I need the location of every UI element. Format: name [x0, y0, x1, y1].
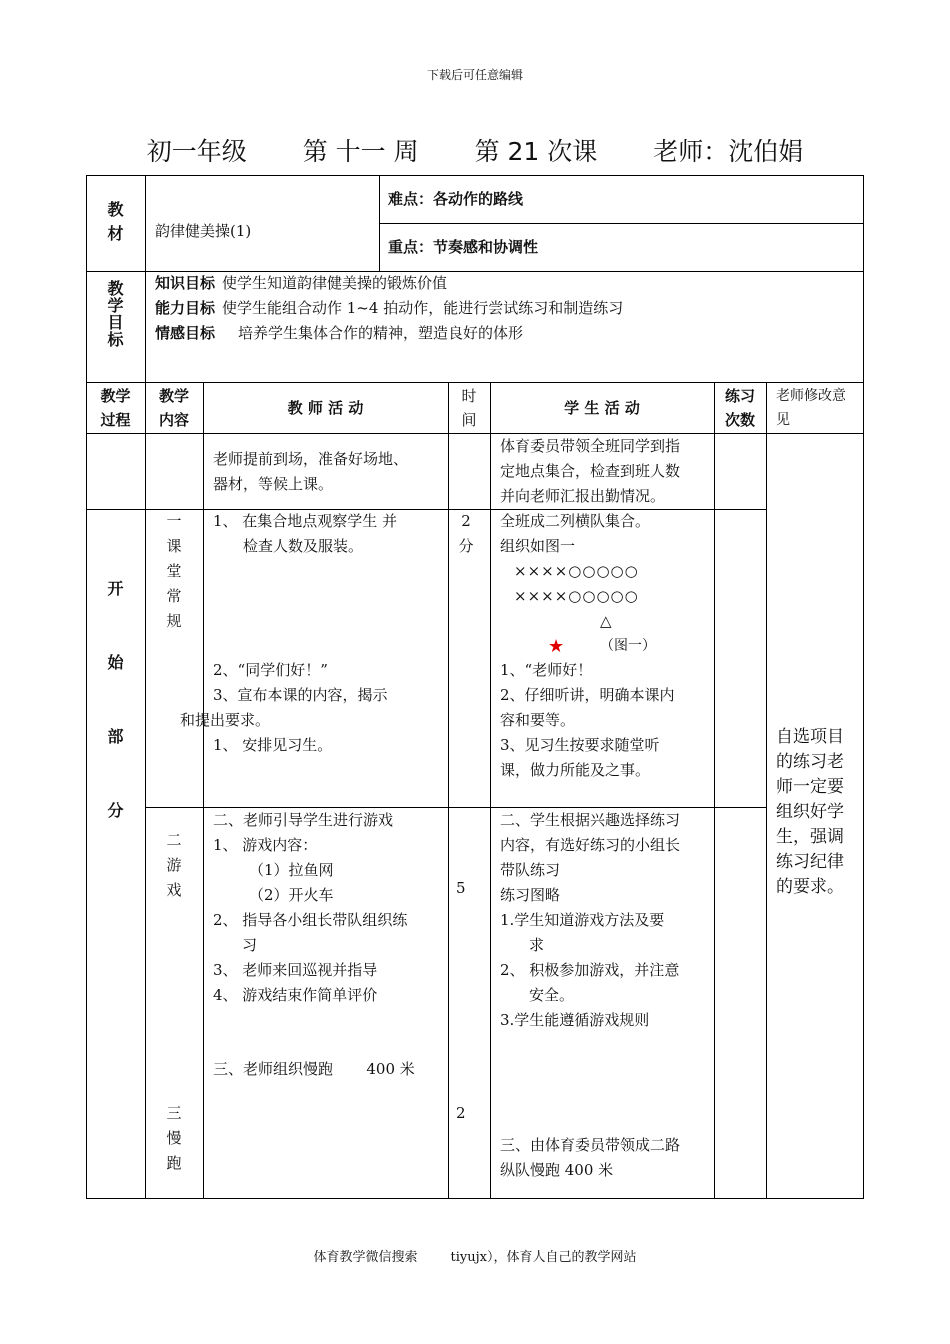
- preclass-student: 体育委员带领全班同学到指 定地点集合，检查到班人数 并向老师汇报出勤情况。: [500, 437, 681, 505]
- goals-label: 教 学 目 标: [107, 279, 124, 349]
- col-student: 学 生 活 动: [564, 399, 640, 417]
- col-process: 教学 过程: [100, 387, 131, 429]
- goal-text: 使学生能组合动作 1~4 拍动作，能进行尝试练习和制造练习: [222, 299, 624, 317]
- routine-student-b: 1、“老师好！ 2、仔细听讲，明确本课内 容和要等。 3、见习生按要求随堂听 课，做力所能及之事。: [500, 661, 675, 779]
- section-label: 开 始 部 分: [107, 579, 124, 820]
- formation-row: ××××○○○○○: [514, 587, 639, 605]
- figure-caption: （图一）: [600, 638, 656, 654]
- jog-time: 2: [456, 1104, 466, 1122]
- star-icon: ★: [548, 636, 565, 657]
- goal-text: 使学生知道韵律健美操的锻炼价值: [222, 274, 448, 292]
- triangle-icon: △: [600, 612, 612, 630]
- title-grade: 初一年级: [146, 137, 247, 166]
- textbook-name: 韵律健美操(1): [155, 222, 252, 240]
- routine-teacher-a: 1、 在集合地点观察学生 并 检查人数及服装。: [213, 512, 398, 555]
- goal-label: 知识目标: [155, 274, 216, 292]
- page-title: [0, 132, 950, 168]
- footer-note: 体育教学微信搜索 tiyujx），体育人自己的教学网站: [313, 1250, 637, 1265]
- preclass-teacher: 老师提前到场，准备好场地、 器材，等候上课。: [213, 450, 409, 493]
- jog-content: 三 慢 跑: [166, 1104, 182, 1172]
- routine-time: 2 分: [458, 512, 474, 555]
- title-lesson: 第 21 次课: [474, 137, 598, 166]
- remark-text: 自选项目 的练习老 师一定要 组织好学 生，强调 练习纪律 的要求。: [776, 727, 844, 897]
- col-teacher: 教 师 活 动: [287, 399, 364, 417]
- goal-label: 情感目标: [155, 324, 216, 342]
- game-student: 二、学生根据兴趣选择练习 内容，有选好练习的小组长 带队练习 练习图略 1.学生知道游戏方法及要 求 2、 积极参加游戏，并注意 安全。 3.学生能遵循游戏规则: [500, 811, 681, 1029]
- focus: 重点：节奏感和协调性: [388, 238, 539, 256]
- jog-teacher: 三、老师组织慢跑 400 米: [213, 1060, 415, 1078]
- col-content: 教学 内容: [158, 387, 189, 429]
- title-teacher: 老师：沈伯娟: [653, 137, 804, 166]
- formation-diagram: [514, 559, 639, 609]
- jog-student: 三、由体育委员带领成二路 纵队慢跑 400 米: [500, 1136, 681, 1179]
- goal-text: 培养学生集体合作的精神，塑造良好的体形: [238, 324, 524, 342]
- routine-student-a: 全班成二列横队集合。 组织如图一: [500, 512, 651, 555]
- header-note: 下载后可任意编辑: [426, 68, 523, 82]
- textbook-label: 教 材: [107, 200, 124, 243]
- col-time: 时 间: [461, 387, 477, 429]
- formation-row: ××××○○○○○: [514, 562, 639, 580]
- routine-teacher-b: 2、“同学们好！” 3、宣布本课的内容，揭示 和提出要求。 1、 安排见习生。: [180, 661, 388, 754]
- game-content: 二 游 戏: [166, 831, 182, 899]
- game-time: 5: [456, 879, 466, 897]
- routine-content: 一 课 堂 常 规: [166, 512, 182, 630]
- title-week: 第 十一 周: [302, 137, 419, 166]
- difficulty: 难点：各动作的路线: [388, 190, 524, 208]
- col-remarks: 老师修改意 见: [776, 388, 846, 428]
- goal-label: 能力目标: [155, 299, 216, 317]
- game-teacher: 二、老师引导学生进行游戏 1、 游戏内容： （1）拉鱼网 （2）开火车 2、 指导各小组长带队组织练 习 3、 老师来回巡视并指导 4、 游戏结束作简单评价: [213, 811, 408, 1004]
- col-count: 练习 次数: [724, 387, 755, 429]
